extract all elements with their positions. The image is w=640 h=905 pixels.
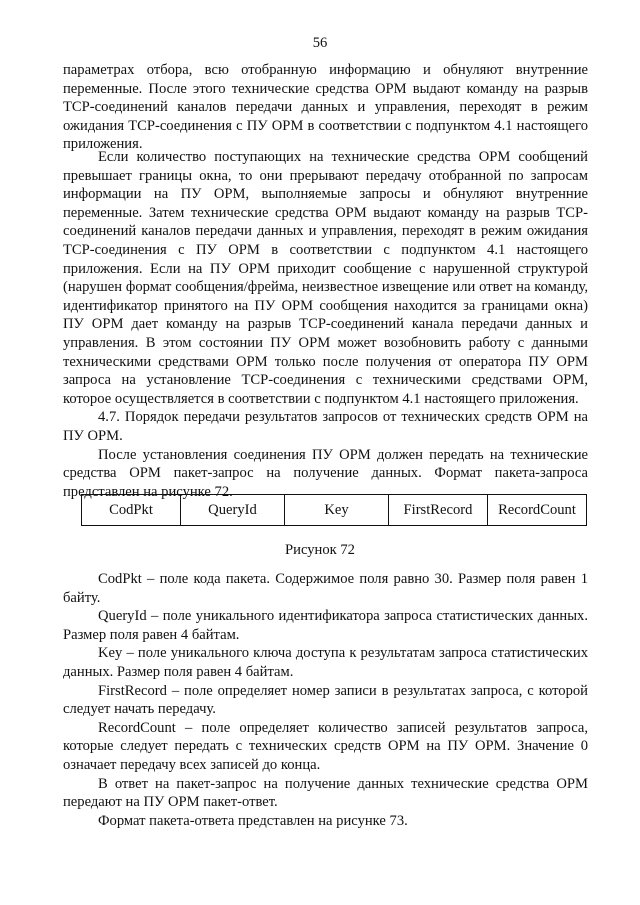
text-block-middle bbox=[63, 148, 588, 501]
text-block-top bbox=[63, 61, 588, 154]
page-number: 56 bbox=[312, 35, 328, 51]
text-block-bottom bbox=[63, 570, 588, 830]
table-row bbox=[82, 495, 587, 526]
field-key: Key bbox=[285, 495, 389, 526]
paragraph: Формат пакета-ответа представлен на рисунке 73. bbox=[98, 812, 408, 829]
paragraph: Если количество поступающих на технические средства ОРМ сообщений превышает границы окна, то они прерывают передачу отобранной по запросам информации на ПУ ОРМ, выполняемые запросы и обнуляют внутренние переменные. Затем технические средства ОРМ выдают команду на разрыв TCP-соединений каналов передачи данных и управления, переходят в режим ожидания TCP-соединения с ПУ ОРМ в соответствии с подпунктом 4.1 настоящего приложения. Если на ПУ ОРМ приходит сообщение с нарушенной структурой (нарушен формат сообщения/фрейма, неизвестное извещение или ответ на команду, идентификатор принятого на ПУ ОРМ сообщения находится за границами окна) ПУ ОРМ дает команду на разрыв TCP-соединений канала передачи данных и управления. В этом состоянии ПУ ОРМ может возобновить работу с данными техническими средствами ОРМ только после получения от оператора ПУ ОРМ запроса на установление TCP-соединения с техническими средствами ОРМ, которое осуществляется в соответствии с подпунктом 4.1 настоящего приложения. bbox=[63, 149, 588, 407]
field-firstrecord: FirstRecord bbox=[389, 495, 488, 526]
field-queryid: QueryId bbox=[181, 495, 285, 526]
packet-format-table bbox=[81, 494, 587, 526]
field-description: CodPkt – поле кода пакета. Содержимое поля равно 30. Размер поля равен 1 байту. bbox=[63, 571, 588, 606]
field-description: RecordCount – поле определяет количество записей результатов запроса, которые следует передать с технических средств ОРМ на ПУ ОРМ. Значение 0 означает передачу всех записей до конца. bbox=[63, 719, 588, 773]
field-description: QueryId – поле уникального идентификатора запроса статистических данных. Размер поля равен 4 байтам. bbox=[63, 608, 588, 643]
field-recordcount: RecordCount bbox=[488, 495, 587, 526]
paragraph: В ответ на пакет-запрос на получение данных технические средства ОРМ передают на ПУ ОРМ пакет-ответ. bbox=[63, 775, 588, 811]
field-description: Key – поле уникального ключа доступа к результатам запроса статистических данных. Размер поля равен 4 байтам. bbox=[63, 645, 588, 680]
paragraph: После установления соединения ПУ ОРМ должен передать на технические средства ОРМ пакет-запрос на получение данных. Формат пакета-запроса представлен на рисунке 72. bbox=[63, 446, 588, 500]
figure-caption: Рисунок 72 bbox=[285, 542, 355, 558]
paragraph: параметрах отбора, всю отобранную информацию и обнуляют внутренние переменные. После этого технические средства ОРМ выдают команду на разрыв TCP-соединений каналов передачи данных и управления, переходят в режим ожидания TCP-соединения с ПУ ОРМ в соответствии с подпунктом 4.1 настоящего приложения. bbox=[63, 62, 588, 153]
field-codpkt: CodPkt bbox=[82, 495, 181, 526]
section-heading: 4.7. Порядок передачи результатов запросов от технических средств ОРМ на ПУ ОРМ. bbox=[63, 409, 588, 444]
field-description: FirstRecord – поле определяет номер записи в результатах запроса, с которой следует начать передачу. bbox=[63, 682, 588, 718]
